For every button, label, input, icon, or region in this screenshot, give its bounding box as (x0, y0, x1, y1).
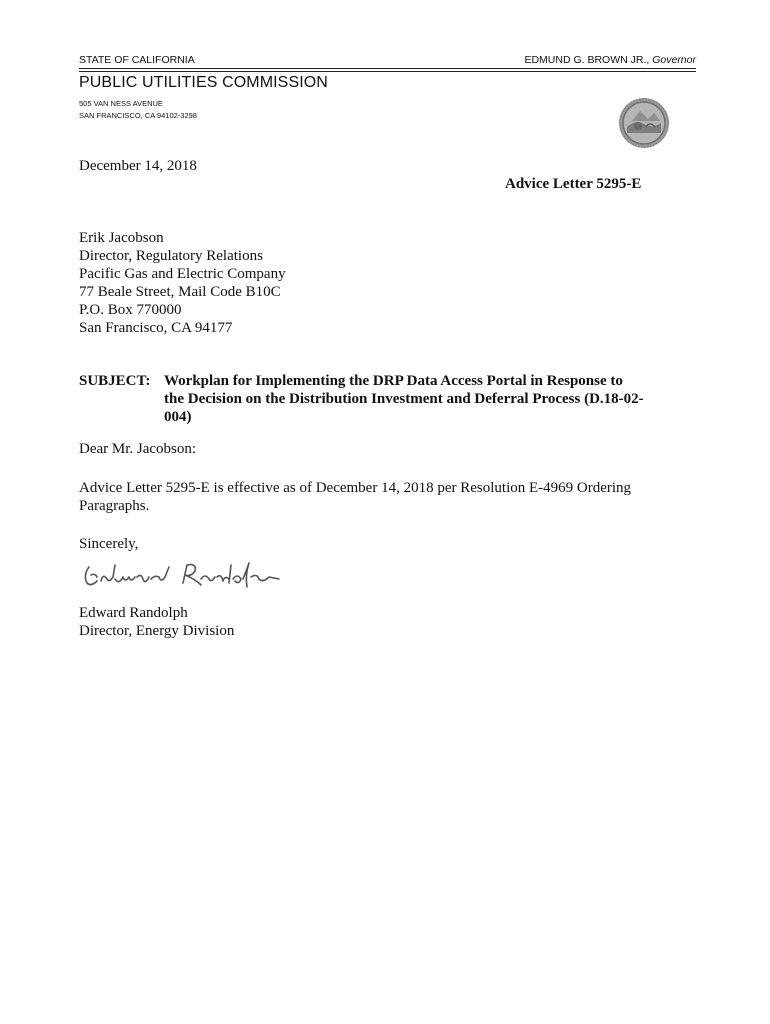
recipient-line: San Francisco, CA 94177 (79, 320, 233, 336)
signer-block (79, 604, 234, 640)
recipient-line: P.O. Box 770000 (79, 302, 182, 318)
state-name: STATE OF CALIFORNIA (79, 54, 195, 66)
closing: Sincerely, (79, 536, 139, 552)
letter-body: Advice Letter 5295-E is effective as of December 14, 2018 per Resolution E-4969 Ordering Paragraphs. (79, 480, 632, 514)
governor-name: EDMUND G. BROWN JR., (524, 54, 650, 66)
handwritten-signature (79, 555, 289, 591)
letterhead-rule (79, 71, 696, 72)
governor-line (524, 54, 696, 66)
address-line-1: 505 VAN NESS AVENUE (79, 99, 163, 108)
salutation: Dear Mr. Jacobson: (79, 441, 197, 457)
signer-title: Director, Energy Division (79, 623, 235, 639)
letter-date: December 14, 2018 (79, 158, 197, 174)
state-seal-icon (618, 97, 670, 149)
subject-text: Workplan for Implementing the DRP Data Access Portal in Response to the Decision on the Distribution Investment and Deferral Process (D.18-02-004) (164, 373, 644, 425)
agency-name: PUBLIC UTILITIES COMMISSION (79, 74, 328, 91)
address-line-2: SAN FRANCISCO, CA 94102-3298 (79, 111, 197, 120)
recipient-line: Erik Jacobson (79, 230, 164, 246)
recipient-line: Pacific Gas and Electric Company (79, 266, 286, 282)
signer-name: Edward Randolph (79, 605, 188, 621)
governor-title: Governor (652, 54, 696, 66)
recipient-block (79, 229, 286, 337)
letterhead-bar (79, 50, 696, 69)
advice-letter-number: Advice Letter 5295-E (505, 176, 642, 192)
subject-label: SUBJECT: (79, 373, 151, 389)
recipient-line: Director, Regulatory Relations (79, 248, 263, 264)
recipient-line: 77 Beale Street, Mail Code B10C (79, 284, 281, 300)
